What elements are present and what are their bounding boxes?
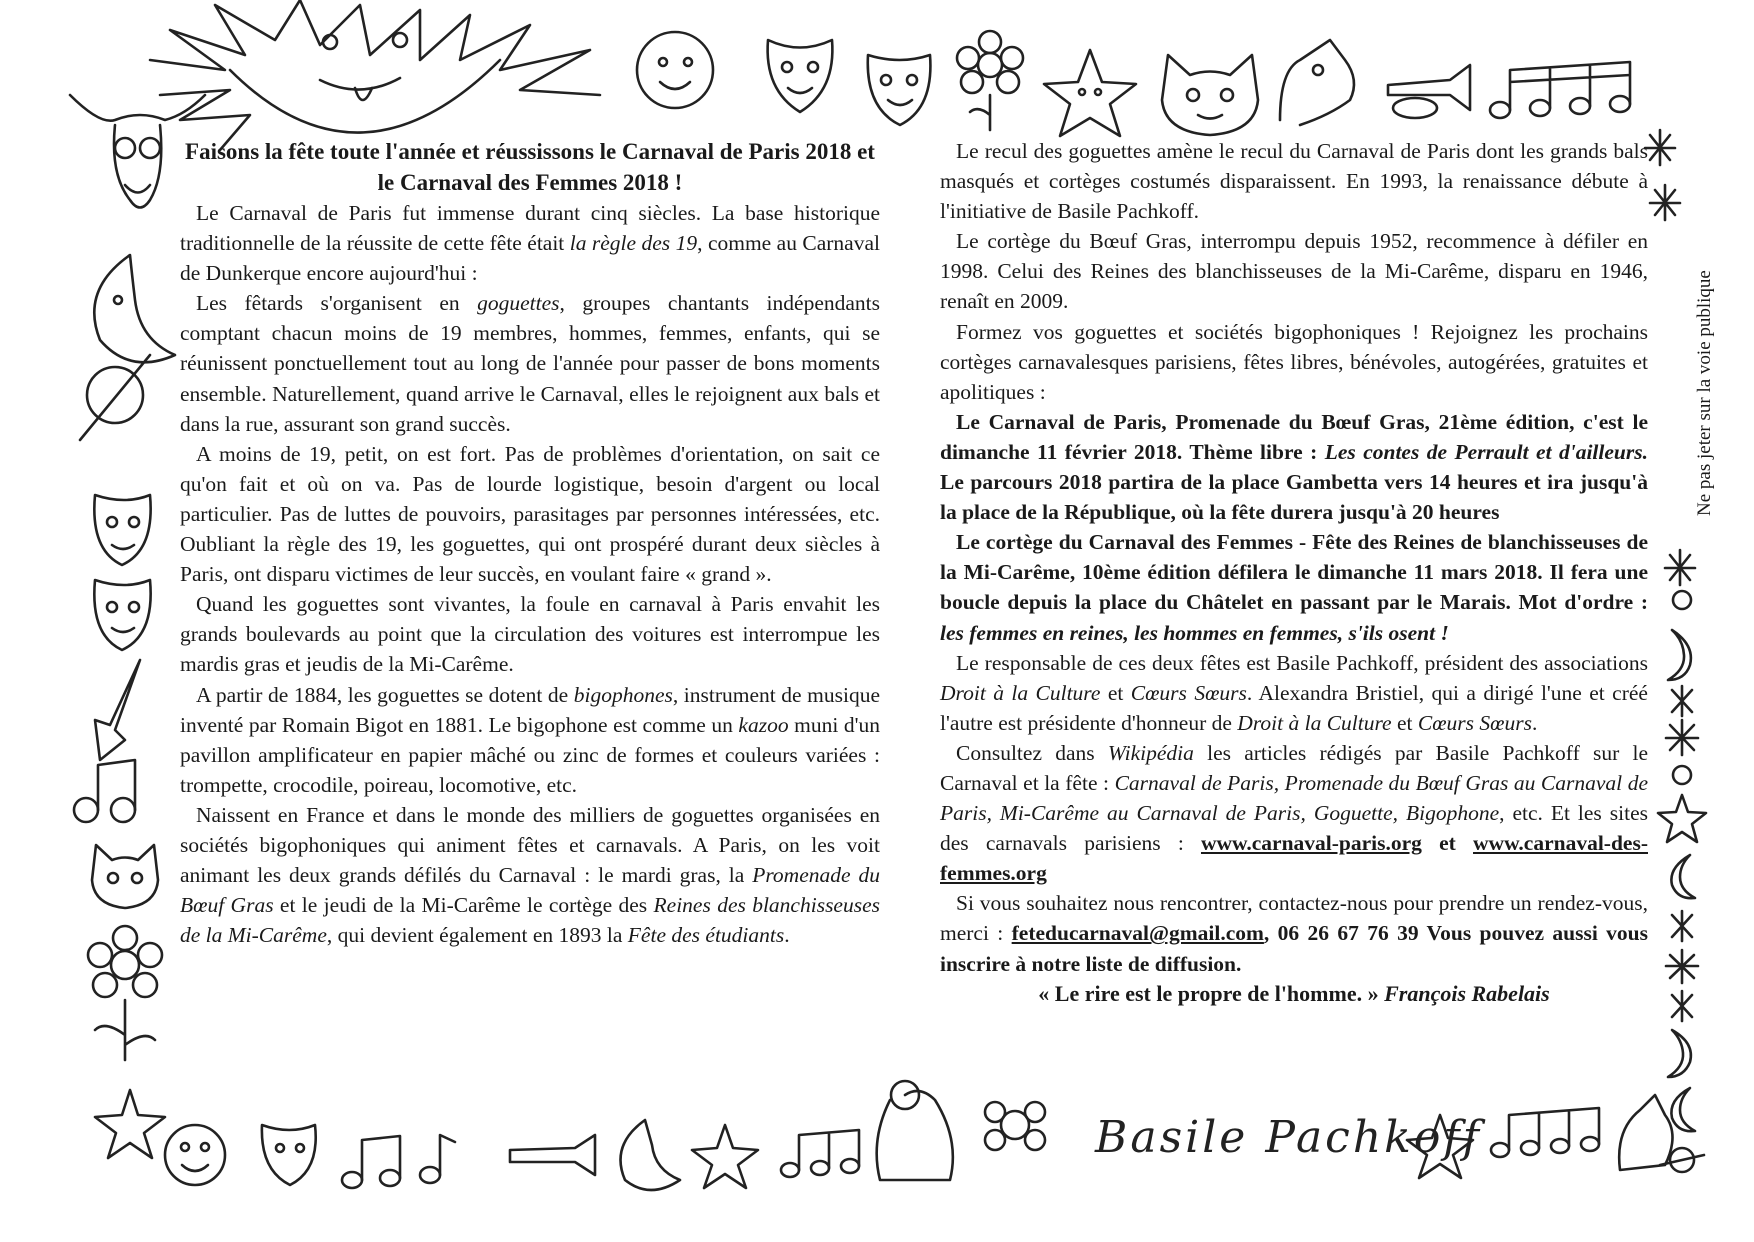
star-icon <box>1658 795 1706 842</box>
signature: Basile Pachkoff <box>1095 1112 1482 1163</box>
side-note: Ne pas jeter sur la voie publique <box>1694 270 1715 516</box>
flower-icon <box>88 926 162 1060</box>
paragraph: Si vous souhaitez nous rencontrer, contactez-nous pour prendre un rendez-vous, merci : feteducarnaval@gmail.com, 06 26 67 76 39 Vous pouvez aussi vous inscrire à notre liste de diffusion. <box>940 891 1648 976</box>
mask-icon <box>262 1125 316 1185</box>
star-face-icon <box>1044 50 1136 136</box>
music-notes-icon <box>1491 1108 1599 1157</box>
star-face-icon <box>95 1090 165 1158</box>
paragraph: A partir de 1884, les goguettes se dotent de bigophones, instrument de musique inventé par Romain Bigot en 1881. Le bigophone est comme un kazoo muni d'un pavillon amplificateur en papier mâché ou zinc de formes et couleurs variées : trompette, crocodile, poireau, locomotive, etc. <box>180 682 880 797</box>
trumpet-icon <box>1388 65 1470 118</box>
carnaval-paris-link[interactable]: www.carnaval-paris.org <box>1200 831 1422 856</box>
moon-icon <box>1671 855 1695 898</box>
moon-icon <box>1668 1030 1691 1077</box>
paragraph: Formez vos goguettes et sociétés bigophoniques ! Rejoignez les prochains cortèges carnavalesques parisiens, fêtes libres, bénévoles, autogérées, gratuites et apolitiques : <box>940 319 1648 404</box>
circle-icon <box>1673 591 1691 609</box>
smiling-face-icon <box>165 1125 225 1185</box>
left-column <box>180 136 880 950</box>
paragraph: Consultez dans Wikipédia les articles rédigés par Basile Pachkoff sur le Carnaval et la fête : Carnaval de Paris, Promenade du Bœuf Gras au Carnaval de Paris, Mi-Carême au Carnaval de Paris, Goguette, Bigophone, etc. Et les sites des carnavals parisiens : www.carnaval-paris.org et www.carnaval-des-femmes.org <box>940 740 1648 886</box>
paragraph: Le cortège du Bœuf Gras, interrompu depuis 1952, recommence à défiler en 1998. Celui des Reines des blanchisseuses de la Mi-Carême, disparu en 1946, renaît en 2009. <box>940 229 1648 314</box>
sparkle-icon <box>1665 550 1695 585</box>
sparkle-icon <box>1650 185 1680 220</box>
paragraph: Le cortège du Carnaval des Femmes - Fête des Reines de blanchisseuses de la Mi-Carême, 10ème édition défilera le dimanche 11 mars 2018. Il fera une boucle depuis la place du Châtelet en passant par le Marais. Mot d'ordre : les femmes en reines, les hommes en femmes, s'ils osent ! <box>940 530 1648 645</box>
cat-face-icon <box>1162 55 1258 135</box>
sparkle-icon <box>1672 911 1692 941</box>
cat-face-icon <box>92 845 158 908</box>
mask-icon <box>94 495 150 565</box>
music-notes-icon <box>74 760 135 822</box>
sparkle-icon <box>1666 950 1698 983</box>
sparkle-icon <box>1672 686 1692 716</box>
queen-face-icon <box>877 1081 953 1180</box>
dragon-head-icon <box>1280 40 1354 125</box>
right-column <box>940 136 1648 1009</box>
music-notes-icon <box>1490 62 1630 118</box>
mask-icon <box>768 40 833 112</box>
paragraph: Les fêtards s'organisent en goguettes, groupes chantants indépendants comptant chacun moins de 19 membres, hommes, femmes, enfants, qui se réunissent ponctuellement tout au long de l'année pour passer de bons moments ensemble. Naturellement, quand arrive le Carnaval, elles le rejoignent aux bals et dans la rue, assurant son grand succès. <box>180 291 880 436</box>
moon-face-icon <box>94 255 175 362</box>
paragraph: Le responsable de ces deux fêtes est Basile Pachkoff, président des associations Droit à la Culture et Cœurs Sœurs. Alexandra Bristiel, qui a dirigé l'une et créé l'autre est présidente d'honneur de Droit à la Culture et Cœurs Sœurs. <box>940 650 1648 735</box>
mask-icon <box>868 55 931 125</box>
paragraph: Le Carnaval de Paris fut immense durant cinq siècles. La base historique traditionnelle de la réussite de cette fête était la règle des 19, comme au Carnaval de Dunkerque encore aujourd'hui : <box>180 201 880 286</box>
moon-face-icon <box>621 1120 681 1190</box>
email-link[interactable]: feteducarnaval@gmail.com <box>1011 921 1264 946</box>
trumpet-icon <box>510 1135 595 1175</box>
star-face-icon <box>692 1125 758 1188</box>
sparkle-icon <box>1645 130 1675 165</box>
paragraph: Le recul des goguettes amène le recul du Carnaval de Paris dont les grands bals masqués et cortèges costumés disparaissent. En 1993, la renaissance débute à l'initiative de Basile Pachkoff. <box>940 139 1648 224</box>
paragraph: Naissent en France et dans le monde des milliers de goguettes organisées en sociétés bigophoniques qui animent fêtes et carnavals. A Paris, on les voit animant les deux grands défilés du Carnaval : le mardi gras, la Promenade du Bœuf Gras et le jeudi de la Mi-Carême le cortège des Reines des blanchisseuses de la Mi-Carême, qui devient également en 1893 la Fête des étudiants. <box>180 802 881 948</box>
moon-icon <box>1671 1088 1695 1131</box>
paragraph: Quand les goguettes sont vivantes, la foule en carnaval à Paris envahit les grands boulevards au point que la circulation des voitures est interrompue les mardis gras et jeudis de la Mi-Carême. <box>180 592 880 677</box>
circle-icon <box>1673 766 1691 784</box>
paragraph: Le Carnaval de Paris, Promenade du Bœuf Gras, 21ème édition, c'est le dimanche 11 février 2018. Thème libre : Les contes de Perrault et d'ailleurs. Le parcours 2018 partira de la place Gambetta vers 14 heures et ira jusqu'à la place de la République, où la fête durera jusqu'à 20 heures <box>940 409 1648 525</box>
planet-icon <box>80 355 150 440</box>
carnaval-femmes-link[interactable]: www.carnaval-des-femmes.org <box>940 831 1648 886</box>
trumpet-icon <box>95 660 140 760</box>
animal-face-icon <box>1619 1095 1672 1170</box>
smiling-face-icon <box>637 32 713 108</box>
paragraph: A moins de 19, petit, on est fort. Pas de problèmes d'orientation, on sait ce qu'on fait et où on va. Pas de lourde logistique, besoin d'argent ou local particulier. Pas de luttes de pouvoirs, parasitages par personnes intéressées, etc. Oubliant la règle des 19, les goguettes, qui ont prospéré durant deux siècles à Paris, ont disparu victimes de leur succès, en voulant faire « grand ». <box>180 441 880 587</box>
sun-face-icon <box>150 0 600 150</box>
sparkle-icon <box>1666 720 1698 755</box>
rabelais-quote: « Le rire est le propre de l'homme. » François Rabelais <box>1038 980 1550 1006</box>
music-notes-icon <box>342 1135 455 1188</box>
flower-icon <box>985 1102 1045 1150</box>
page-title: Faisons la fête toute l'année et réussissons le Carnaval de Paris 2018 et le Carnaval des Femmes 2018 ! <box>185 139 875 195</box>
mask-icon <box>94 580 150 650</box>
sparkle-icon <box>1672 991 1692 1021</box>
flower-icon <box>957 31 1023 130</box>
moon-icon <box>1668 630 1691 680</box>
music-notes-icon <box>781 1130 859 1177</box>
